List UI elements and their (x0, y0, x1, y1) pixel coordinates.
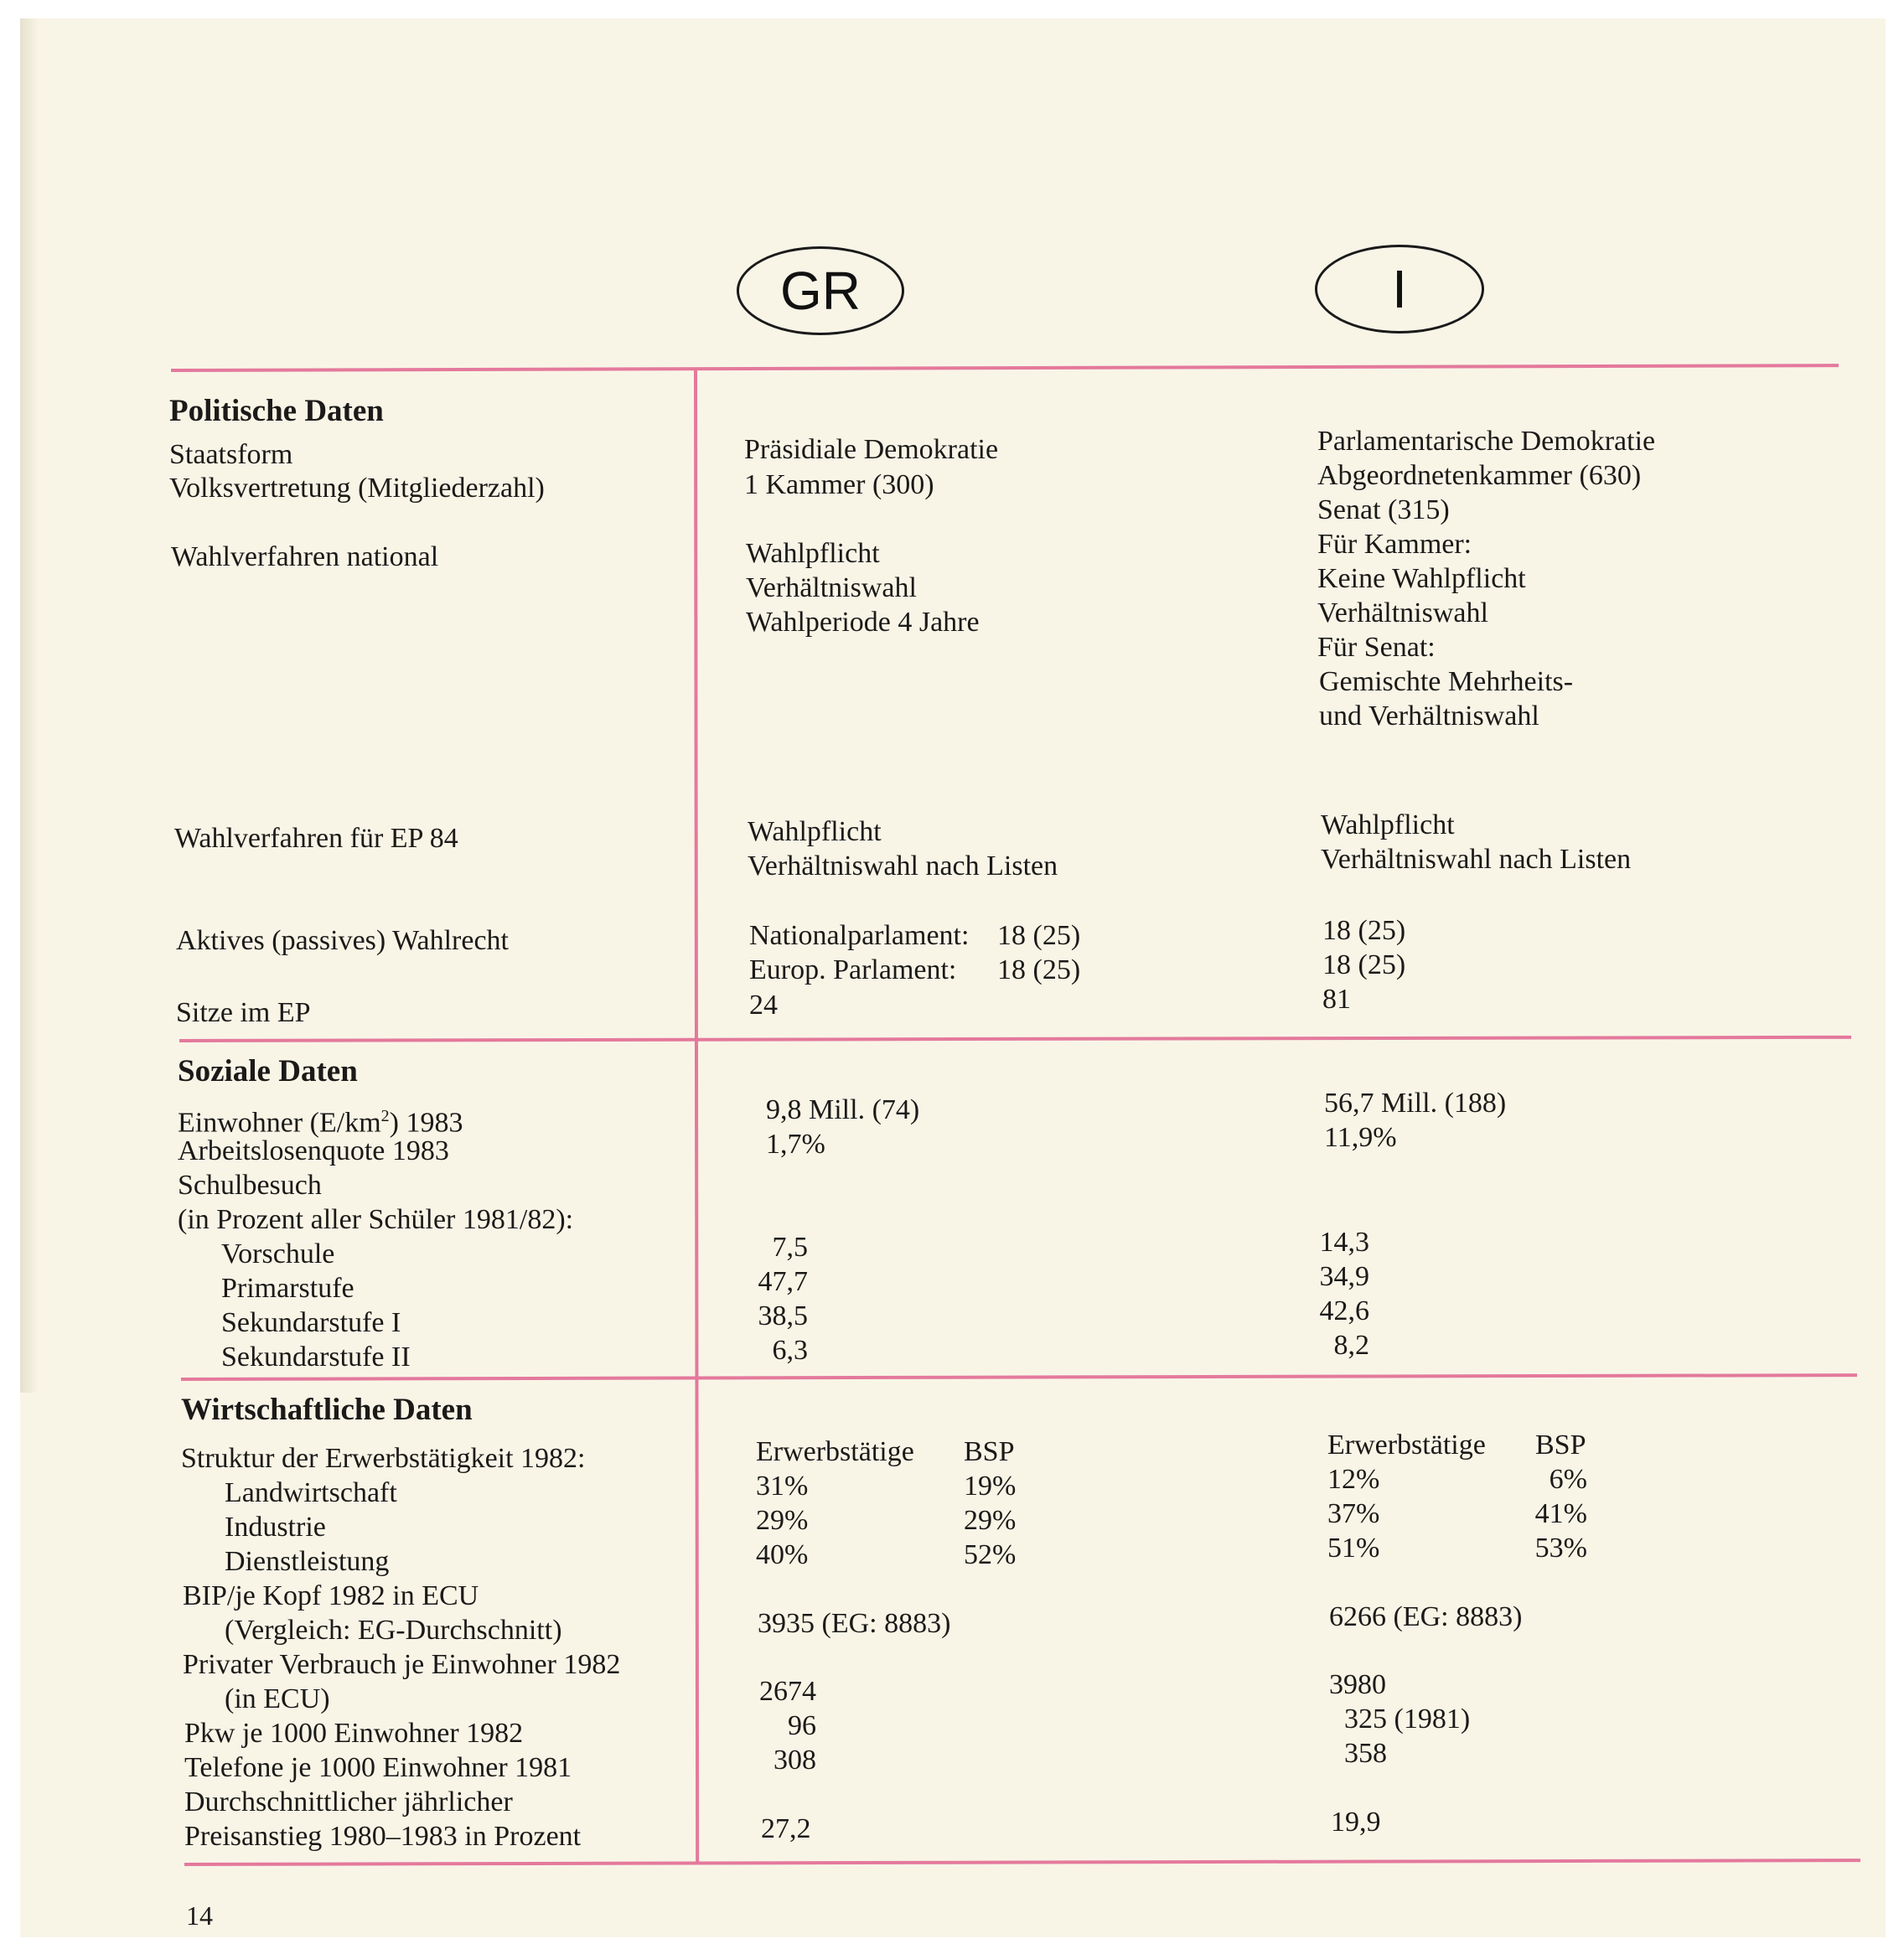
label-struktur: Struktur der Erwerbstätigkeit 1982: (181, 1443, 586, 1474)
gr-erwerb-dienstleistung: 40% (756, 1539, 809, 1570)
it-wahl-national-3: Verhältniswahl (1317, 597, 1488, 628)
label-schulbesuch: Schulbesuch (178, 1170, 322, 1201)
gr-bsp-landwirtschaft: 19% (964, 1471, 1017, 1502)
page-edge-shadow (20, 18, 39, 1393)
label-staatsform: Staatsform (169, 439, 293, 470)
label-wahlverfahren-national: Wahlverfahren national (171, 541, 439, 572)
it-primarstufe: 34,9 (1319, 1261, 1369, 1292)
gr-bsp-dienstleistung: 52% (964, 1539, 1017, 1570)
document-page (20, 18, 1886, 1937)
it-wahl-national-2: Keine Wahlpflicht (1317, 563, 1526, 594)
it-col-erwerbstaetige: Erwerbstätige (1327, 1430, 1486, 1461)
label-telefone: Telefone je 1000 Einwohner 1981 (184, 1752, 572, 1783)
label-einwohner: Einwohner $(E/km^2)$ 1983 (178, 1107, 463, 1139)
gr-einwohner: 9,8 Mill. (74) (766, 1094, 920, 1125)
label-preis-1: Durchschnittlicher jährlicher (184, 1786, 513, 1817)
rule-social (179, 1036, 1851, 1042)
it-wahl-national-4: Für Senat: (1317, 632, 1436, 663)
label-schulbesuch-sub: (in Prozent aller Schüler 1981/82): (178, 1204, 574, 1235)
it-telefone: 358 (1344, 1738, 1387, 1769)
it-erwerb-dienstleistung: 51% (1327, 1533, 1380, 1564)
gr-wahlrecht-europ-value: 18 (25) (997, 954, 1081, 985)
rule-top (171, 364, 1839, 372)
gr-preisanstieg: 27,2 (761, 1813, 811, 1844)
it-erwerb-landwirtschaft: 12% (1327, 1464, 1380, 1495)
gr-primarstufe: 47,7 (758, 1266, 808, 1297)
it-bsp-landwirtschaft: 6% (1549, 1464, 1587, 1495)
it-verbrauch: 3980 (1329, 1669, 1386, 1700)
label-dienstleistung: Dienstleistung (225, 1546, 390, 1577)
gr-telefone: 308 (774, 1745, 816, 1776)
gr-arbeitslos: 1,7% (766, 1129, 825, 1160)
it-sekundarstufe-2: 8,2 (1333, 1330, 1369, 1361)
it-staatsform: Parlamentarische Demokratie (1317, 426, 1656, 457)
page-number: 14 (186, 1900, 213, 1931)
label-vorschule: Vorschule (221, 1238, 335, 1269)
gr-wahl-national-1: Wahlpflicht (746, 538, 880, 569)
it-volksvertretung-2: Senat (315) (1317, 494, 1450, 525)
gr-wahl-ep-2: Verhältniswahl nach Listen (748, 850, 1058, 882)
gr-wahlrecht-europ-label: Europ. Parlament: (749, 954, 957, 985)
it-wahl-ep-1: Wahlpflicht (1321, 809, 1455, 840)
gr-bip: 3935 (EG: 8883) (758, 1608, 951, 1639)
gr-wahlrecht-national-value: 18 (25) (997, 920, 1081, 951)
gr-wahl-ep-1: Wahlpflicht (748, 816, 882, 847)
it-wahl-ep-2: Verhältniswahl nach Listen (1321, 844, 1632, 875)
gr-wahl-national-2: Verhältniswahl (746, 572, 917, 603)
gr-staatsform: Präsidiale Demokratie (744, 434, 999, 465)
gr-erwerb-industrie: 29% (756, 1505, 809, 1536)
it-einwohner: 56,7 Mill. (188) (1324, 1088, 1507, 1119)
label-sekundarstufe-2: Sekundarstufe II (221, 1342, 411, 1373)
rule-bottom (184, 1859, 1860, 1866)
it-bsp-dienstleistung: 53% (1534, 1533, 1587, 1564)
gr-erwerb-landwirtschaft: 31% (756, 1471, 809, 1502)
it-col-bsp: BSP (1535, 1430, 1586, 1461)
column-divider (694, 369, 699, 1864)
it-wahlrecht-1: 18 (25) (1322, 915, 1406, 946)
label-bip: BIP/je Kopf 1982 in ECU (183, 1580, 479, 1611)
gr-sekundarstufe-1: 38,5 (758, 1300, 808, 1331)
it-bip: 6266 (EG: 8883) (1329, 1601, 1523, 1632)
gr-verbrauch: 2674 (759, 1676, 816, 1707)
country-badge-italy: I (1315, 245, 1484, 333)
section-heading-economic: Wirtschaftliche Daten (181, 1393, 473, 1427)
label-sitze: Sitze im EP (176, 997, 311, 1028)
it-sitze: 81 (1322, 984, 1351, 1015)
gr-col-bsp: BSP (964, 1436, 1015, 1467)
gr-volksvertretung: 1 Kammer (300) (744, 469, 934, 500)
gr-wahlrecht-national-label: Nationalparlament: (749, 920, 970, 951)
it-bsp-industrie: 41% (1534, 1498, 1587, 1529)
it-wahl-national-5: Gemischte Mehrheits- (1319, 666, 1574, 697)
label-primarstufe: Primarstufe (221, 1273, 354, 1304)
gr-sekundarstufe-2: 6,3 (772, 1335, 808, 1366)
label-arbeitslosenquote: Arbeitslosenquote 1983 (178, 1135, 449, 1166)
gr-sitze: 24 (749, 990, 778, 1021)
label-wahlrecht: Aktives (passives) Wahlrecht (176, 925, 509, 956)
label-industrie: Industrie (225, 1512, 326, 1543)
label-bip-sub: (Vergleich: EG-Durchschnitt) (225, 1615, 562, 1646)
it-sekundarstufe-1: 42,6 (1319, 1295, 1369, 1326)
country-badge-greece: GR (737, 246, 904, 335)
it-pkw: 325 (1981) (1344, 1704, 1471, 1735)
gr-col-erwerbstaetige: Erwerbstätige (756, 1436, 914, 1467)
it-arbeitslos: 11,9% (1324, 1122, 1397, 1153)
label-verbrauch-sub: (in ECU) (225, 1683, 330, 1714)
it-erwerb-industrie: 37% (1327, 1498, 1380, 1529)
section-heading-political: Politische Daten (169, 394, 384, 428)
gr-bsp-industrie: 29% (964, 1505, 1017, 1536)
label-preis-2: Preisanstieg 1980–1983 in Prozent (184, 1821, 582, 1852)
rule-economic (181, 1373, 1857, 1381)
gr-vorschule: 7,5 (772, 1232, 808, 1263)
label-sekundarstufe-1: Sekundarstufe I (221, 1307, 401, 1338)
label-landwirtschaft: Landwirtschaft (225, 1477, 397, 1508)
gr-pkw: 96 (788, 1710, 816, 1741)
it-wahlrecht-2: 18 (25) (1322, 949, 1406, 980)
gr-wahl-national-3: Wahlperiode 4 Jahre (746, 607, 980, 638)
label-verbrauch: Privater Verbrauch je Einwohner 1982 (183, 1649, 621, 1680)
it-wahl-national-1: Für Kammer: (1317, 529, 1472, 560)
it-wahl-national-6: und Verhältniswahl (1319, 701, 1539, 732)
it-vorschule: 14,3 (1319, 1227, 1369, 1258)
label-wahlverfahren-ep: Wahlverfahren für EP 84 (174, 823, 458, 854)
it-volksvertretung-1: Abgeordnetenkammer (630) (1317, 460, 1642, 491)
it-preisanstieg: 19,9 (1331, 1807, 1381, 1838)
label-pkw: Pkw je 1000 Einwohner 1982 (184, 1718, 524, 1749)
section-heading-social: Soziale Daten (178, 1054, 358, 1088)
label-volksvertretung: Volksvertretung (Mitgliederzahl) (169, 473, 545, 504)
